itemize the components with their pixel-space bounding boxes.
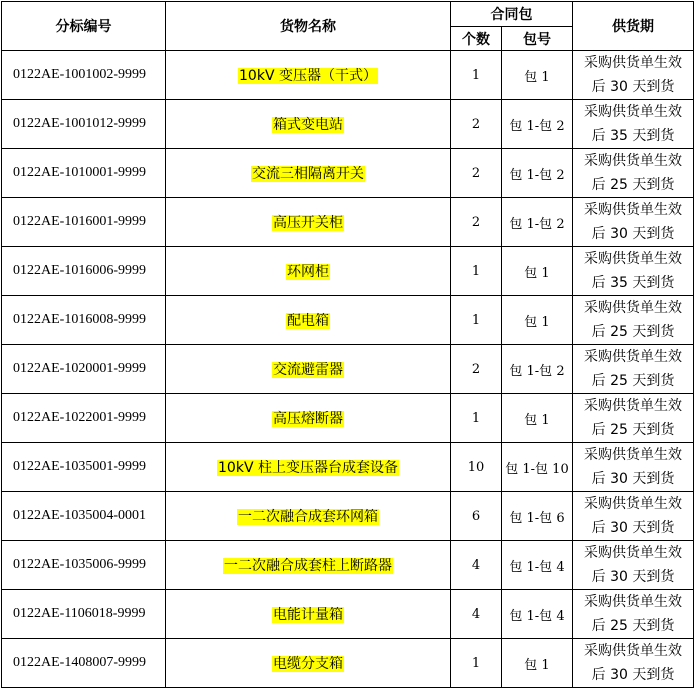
header-count: 个数 — [451, 27, 502, 51]
cell-supply-period — [573, 443, 694, 492]
cell-code: 0122AE-1022001-9999 — [2, 394, 166, 443]
cell-code: 0122AE-1016001-9999 — [2, 198, 166, 247]
cell-supply-period — [573, 639, 694, 688]
supply-period-line1: 采购供货单生效 — [584, 251, 682, 267]
table-row — [2, 198, 694, 247]
cell-code: 0122AE-1408007-9999 — [2, 639, 166, 688]
table-row — [2, 51, 694, 100]
highlighted-name: 配电箱 — [287, 313, 329, 329]
highlighted-name: 环网柜 — [287, 264, 329, 280]
cell-name — [166, 345, 451, 394]
table-row — [2, 394, 694, 443]
highlighted-name: 交流三相隔离开关 — [252, 166, 364, 182]
table-row — [2, 149, 694, 198]
header-contract-package: 合同包 — [451, 2, 573, 27]
cell-count: 6 — [451, 492, 502, 541]
cell-code: 0122AE-1035004-0001 — [2, 492, 166, 541]
table-row — [2, 492, 694, 541]
supply-period-line2: 后 35 天到货 — [591, 128, 675, 144]
supply-period-line1: 采购供货单生效 — [584, 55, 682, 71]
supply-period-line1: 采购供货单生效 — [584, 202, 682, 218]
supply-period-line2: 后 30 天到货 — [591, 226, 675, 242]
table-row — [2, 296, 694, 345]
cell-name — [166, 247, 451, 296]
cell-name — [166, 296, 451, 345]
supply-period-line2: 后 30 天到货 — [591, 471, 675, 487]
highlighted-name: 10kV 变压器（干式） — [239, 68, 377, 84]
cell-code: 0122AE-1035006-9999 — [2, 541, 166, 590]
cell-supply-period — [573, 541, 694, 590]
table-row — [2, 590, 694, 639]
cell-supply-period — [573, 198, 694, 247]
supply-period-line1: 采购供货单生效 — [584, 153, 682, 169]
cell-package-no: 包 1-包 2 — [502, 149, 573, 198]
cell-count: 2 — [451, 345, 502, 394]
cell-name — [166, 51, 451, 100]
cell-name — [166, 541, 451, 590]
supply-period-line2: 后 30 天到货 — [591, 569, 675, 585]
supply-period-line1: 采购供货单生效 — [584, 300, 682, 316]
supply-period-line2: 后 30 天到货 — [591, 79, 675, 95]
cell-code: 0122AE-1001012-9999 — [2, 100, 166, 149]
cell-package-no: 包 1 — [502, 394, 573, 443]
cell-count: 1 — [451, 51, 502, 100]
cell-package-no: 包 1-包 6 — [502, 492, 573, 541]
cell-package-no: 包 1-包 4 — [502, 541, 573, 590]
cell-count: 10 — [451, 443, 502, 492]
cell-count: 4 — [451, 590, 502, 639]
cell-count: 1 — [451, 296, 502, 345]
cell-package-no: 包 1-包 2 — [502, 198, 573, 247]
highlighted-name: 电缆分支箱 — [273, 656, 343, 672]
supply-period-line1: 采购供货单生效 — [584, 545, 682, 561]
table-row — [2, 345, 694, 394]
supply-period-line2: 后 25 天到货 — [591, 422, 675, 438]
supply-period-line1: 采购供货单生效 — [584, 104, 682, 120]
cell-code: 0122AE-1106018-9999 — [2, 590, 166, 639]
cell-supply-period — [573, 590, 694, 639]
cell-code: 0122AE-1035001-9999 — [2, 443, 166, 492]
highlighted-name: 10kV 柱上变压器台成套设备 — [218, 460, 398, 476]
cell-name — [166, 198, 451, 247]
highlighted-name: 电能计量箱 — [273, 607, 343, 623]
cell-name — [166, 100, 451, 149]
cell-package-no: 包 1 — [502, 51, 573, 100]
cell-count: 1 — [451, 247, 502, 296]
cell-package-no: 包 1-包 4 — [502, 590, 573, 639]
header-package-no: 包号 — [502, 27, 573, 51]
header-supply-period: 供货期 — [573, 2, 694, 51]
supply-period-line2: 后 30 天到货 — [591, 520, 675, 536]
cell-name — [166, 639, 451, 688]
cell-supply-period — [573, 394, 694, 443]
table-row — [2, 443, 694, 492]
supply-period-line1: 采购供货单生效 — [584, 447, 682, 463]
highlighted-name: 高压开关柜 — [273, 215, 343, 231]
cell-package-no: 包 1 — [502, 296, 573, 345]
supply-period-line1: 采购供货单生效 — [584, 643, 682, 659]
cell-count: 2 — [451, 100, 502, 149]
supply-period-line2: 后 25 天到货 — [591, 373, 675, 389]
cell-name — [166, 443, 451, 492]
cell-name — [166, 394, 451, 443]
cell-code: 0122AE-1010001-9999 — [2, 149, 166, 198]
cell-package-no: 包 1 — [502, 247, 573, 296]
cell-count: 2 — [451, 149, 502, 198]
supply-period-line1: 采购供货单生效 — [584, 398, 682, 414]
supply-period-line2: 后 30 天到货 — [591, 667, 675, 683]
cell-name — [166, 149, 451, 198]
table-row — [2, 247, 694, 296]
supply-period-line2: 后 25 天到货 — [591, 324, 675, 340]
table-body — [2, 51, 694, 688]
cell-count: 4 — [451, 541, 502, 590]
cell-package-no: 包 1-包 2 — [502, 345, 573, 394]
cell-supply-period — [573, 296, 694, 345]
table-row — [2, 541, 694, 590]
cell-supply-period — [573, 247, 694, 296]
procurement-table — [1, 1, 694, 688]
cell-code: 0122AE-1020001-9999 — [2, 345, 166, 394]
supply-period-line1: 采购供货单生效 — [584, 349, 682, 365]
supply-period-line2: 后 25 天到货 — [591, 618, 675, 634]
cell-count: 2 — [451, 198, 502, 247]
supply-period-line1: 采购供货单生效 — [584, 496, 682, 512]
highlighted-name: 交流避雷器 — [273, 362, 343, 378]
cell-name — [166, 590, 451, 639]
cell-package-no: 包 1-包 10 — [502, 443, 573, 492]
cell-supply-period — [573, 100, 694, 149]
table-row — [2, 100, 694, 149]
table-row — [2, 639, 694, 688]
highlighted-name: 高压熔断器 — [273, 411, 343, 427]
cell-supply-period — [573, 149, 694, 198]
highlighted-name: 箱式变电站 — [273, 117, 343, 133]
highlighted-name: 一二次融合成套柱上断路器 — [224, 558, 392, 574]
cell-count: 1 — [451, 639, 502, 688]
supply-period-line2: 后 35 天到货 — [591, 275, 675, 291]
header-code: 分标编号 — [2, 2, 166, 51]
cell-package-no: 包 1-包 2 — [502, 100, 573, 149]
cell-supply-period — [573, 345, 694, 394]
highlighted-name: 一二次融合成套环网箱 — [238, 509, 378, 525]
cell-code: 0122AE-1016006-9999 — [2, 247, 166, 296]
header-row-top — [2, 2, 694, 27]
cell-count: 1 — [451, 394, 502, 443]
cell-code: 0122AE-1001002-9999 — [2, 51, 166, 100]
supply-period-line2: 后 25 天到货 — [591, 177, 675, 193]
supply-period-line1: 采购供货单生效 — [584, 594, 682, 610]
cell-supply-period — [573, 492, 694, 541]
cell-package-no: 包 1 — [502, 639, 573, 688]
cell-code: 0122AE-1016008-9999 — [2, 296, 166, 345]
cell-name — [166, 492, 451, 541]
cell-supply-period — [573, 51, 694, 100]
header-name: 货物名称 — [166, 2, 451, 51]
